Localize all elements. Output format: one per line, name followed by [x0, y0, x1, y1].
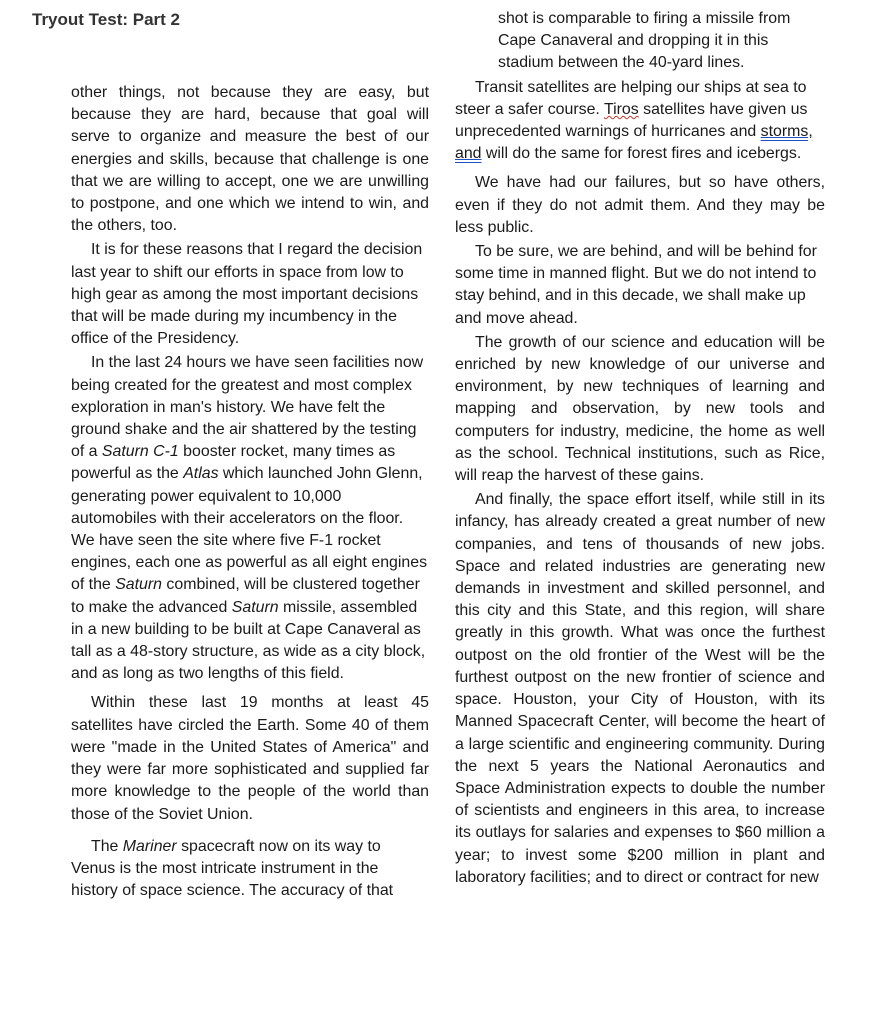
right-text-column — [455, 8, 825, 891]
paragraph-r2: We have had our failures, but so have others, even if they do not admit them. And they may be less public. — [455, 174, 825, 236]
paragraph-3-text-a: In the last 24 hours we have seen facilities now being created for the greatest and most complex exploration in man's history. We have felt the ground shake and the air shattered by the testing of a — [71, 354, 424, 461]
paragraph-r4: The growth of our science and education will be enriched by new knowledge of our universe and environment, by new techniques of learning and mapping and observation, by new tools and computers for industry, medicine, the home as well as the school. Technical institutions, such as Rice, will reap the harvest of these gains. — [455, 333, 825, 485]
paragraph-3-text-e: missile, assembled in a new building to be built at Cape Canaveral as tall as a 48-story structure, as wide as a city block, and as long as two lengths of this field. — [71, 598, 426, 683]
paragraph-r1-text-b: satellites have given us unprecedented warnings of hurricanes and — [455, 100, 808, 141]
paragraph-r1 — [455, 77, 825, 166]
paragraph-1: other things, not because they are easy, but because they are hard, because that goal will serve to organize and measure the best of our energies and skills, because that challenge is one that we are willing to accept, one we are unwilling to postpone, and one which we intend to win, and the others, too. — [71, 84, 429, 235]
saturn-c1-italic: Saturn C-1 — [101, 443, 179, 461]
paragraph-5 — [71, 836, 429, 903]
paragraph-3-text-b: booster rocket, many times as powerful as the — [71, 443, 396, 483]
left-text-column — [71, 82, 429, 904]
paragraph-r0: shot is comparable to firing a missile from Cape Canaveral and dropping it in this stadium between the 40-yard lines. — [498, 10, 791, 72]
paragraph-r5: And finally, the space effort itself, while still in its infancy, has already created a great number of new companies, and tens of thousands of new jobs. Space and related industries are generating new demands in investment and skilled personnel, and this city and this State, and this region, will share greatly in this growth. What was once the furthest outpost on the old frontier of the West will be the furthest outpost on the new frontier of science and space. Houston, your City of Houston, with its Manned Spacecraft Center, will become the heart of a large scientific and engineering community. During the next 5 years the National Aeronautics and Space Administration expects to double the number of scientists and engineers in this area, to increase its outlays for salaries and expenses to $60 million a year; to invest some $200 million in plant and laboratory facilities; and to direct or contract for new — [455, 491, 825, 886]
page-header-title: Tryout Test: Part 2 — [32, 10, 180, 29]
storms-grammar-flag: storms, and — [455, 123, 813, 163]
mariner-italic: Mariner — [122, 837, 177, 855]
paragraph-r1-text-c: will do the same for forest fires and icebergs. — [481, 145, 802, 163]
paragraph-5-text-b: spacecraft now on its way to Venus is the most intricate instrument in the history of space science. The accuracy of that — [71, 837, 394, 900]
paragraph-3-text-d: combined, will be clustered together to make the advanced — [71, 576, 420, 616]
saturn-italic-2: Saturn — [231, 598, 279, 616]
atlas-italic: Atlas — [183, 465, 219, 483]
paragraph-3-text-c: which launched John Glenn, generating power equivalent to 10,000 automobiles with their accelerators on the floor. We have seen the site where five F-1 rocket engines, each one as powerful as all eight engines of the — [71, 465, 428, 594]
paragraph-4: Within these last 19 months at least 45 satellites have circled the Earth. Some 40 of them were "made in the United States of America" and they were far more sophisticated and supplied far more knowledge to the people of the world than those of the Soviet Union. — [71, 694, 429, 823]
paragraph-3 — [71, 352, 429, 685]
saturn-italic-1: Saturn — [115, 576, 163, 594]
tiros-spellcheck-word: Tiros — [603, 100, 639, 118]
paragraph-5-text-a: The — [91, 837, 123, 855]
paragraph-r3: To be sure, we are behind, and will be behind for some time in manned flight. But we do not intend to stay behind, and in this decade, we shall make up and move ahead. — [455, 243, 817, 327]
paragraph-r1-text-a: Transit satellites are helping our ships at sea to steer a safer course. — [455, 78, 807, 118]
paragraph-2: It is for these reasons that I regard the decision last year to shift our efforts in space from low to high gear as among the most important decisions that will be made during my incumbency in the office of the Presidency. — [71, 241, 423, 348]
